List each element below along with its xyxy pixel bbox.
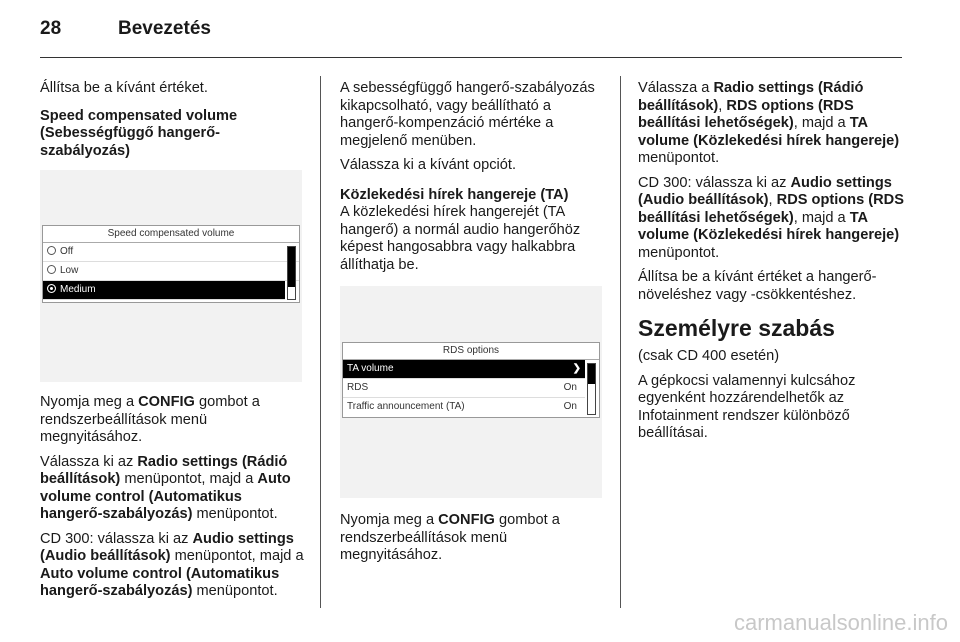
radio-icon — [47, 265, 56, 274]
paragraph: Válassza ki az Radio settings (Rádió beállítások) menüpontot, majd a Auto volume control (Automatikus hangerő-szabályozás) menüpontot. — [40, 453, 291, 522]
paragraph: Nyomja meg a CONFIG gombot a rendszerbeállítások menü megnyitásához. — [340, 512, 560, 563]
paragraph: (csak CD 400 esetén) — [638, 348, 780, 364]
page-title: Bevezetés — [118, 18, 211, 39]
display-title: Speed compensated volume — [43, 226, 299, 243]
menu-row-selected: TA volume ❯ — [343, 360, 585, 379]
section-heading: Speed compensated volume (Sebességfüggő hangerő-szabályozás) — [40, 107, 238, 159]
scrollbar-thumb — [288, 247, 295, 287]
paragraph: Állítsa be a kívánt értéket a hangerő-növeléshez vagy -csökkentéshez. — [638, 269, 877, 303]
paragraph: Válassza ki a kívánt opciót. — [340, 157, 517, 173]
paragraph: A közlekedési hírek hangerejét (TA hangerő) a normál audio hangerőhöz képest hangosabbra vagy halkabbra állíthatja be. — [340, 204, 581, 273]
radio-selected-icon — [47, 284, 56, 293]
scrollbar — [587, 363, 596, 415]
paragraph: CD 300: válassza ki az Audio settings (Audio beállítások) menüpontot, majd a Auto volume control (Automatikus hangerő-szabályozás) menüpontot. — [40, 530, 304, 599]
display-panel — [342, 342, 600, 418]
page-header — [40, 18, 211, 40]
chevron-right-icon: ❯ — [572, 363, 581, 374]
option-row — [43, 243, 299, 262]
option-label: Off — [60, 246, 74, 257]
paragraph: A gépkocsi valamennyi kulcsához egyenként hozzárendelhetők az Infotainment rendszer különböző beállításai. — [638, 372, 856, 441]
screen-image-rds-options — [340, 286, 602, 498]
display-title: RDS options — [343, 343, 599, 360]
menu-row: Traffic announcement (TA) On — [347, 401, 577, 412]
column-1 — [40, 80, 308, 608]
header-rule — [40, 57, 902, 58]
screen-image-speed-volume — [40, 170, 302, 382]
option-row — [43, 262, 299, 281]
display-panel — [42, 225, 300, 303]
section-heading: Közlekedési hírek hangereje (TA) — [340, 186, 569, 203]
column-divider — [320, 76, 321, 608]
paragraph: CD 300: válassza ki az Audio settings (Audio beállítások), RDS options (RDS beállítási lehetőségek), majd a TA volume (Közlekedési hírek hangereje) menüpontot. — [638, 174, 904, 261]
column-3 — [638, 80, 904, 450]
radio-icon — [47, 246, 56, 255]
page-number: 28 — [40, 18, 62, 39]
paragraph: Nyomja meg a CONFIG gombot a rendszerbeállítások menü megnyitásához. — [40, 394, 260, 445]
option-label: Low — [60, 265, 79, 276]
column-2 — [340, 80, 606, 572]
scrollbar — [287, 246, 296, 300]
column-divider — [620, 76, 621, 608]
option-label: Medium — [60, 284, 96, 295]
scrollbar-thumb — [588, 364, 595, 384]
paragraph: Válassza a Radio settings (Rádió beállítások), RDS options (RDS beállítási lehetőségek), majd a TA volume (Közlekedési hírek hangereje) menüpontot. — [638, 80, 900, 166]
paragraph: A sebességfüggő hangerő-szabályozás kikapcsolható, vagy beállítható a hangerő-kompenzáció mértéke a megjelenő menüben. — [340, 80, 595, 149]
paragraph: Állítsa be a kívánt értéket. — [40, 80, 208, 96]
watermark: carmanualsonline.info — [733, 610, 948, 635]
menu-row: RDS On — [343, 379, 585, 398]
option-row-selected — [43, 281, 285, 300]
section-heading: Személyre szabás — [638, 315, 835, 341]
